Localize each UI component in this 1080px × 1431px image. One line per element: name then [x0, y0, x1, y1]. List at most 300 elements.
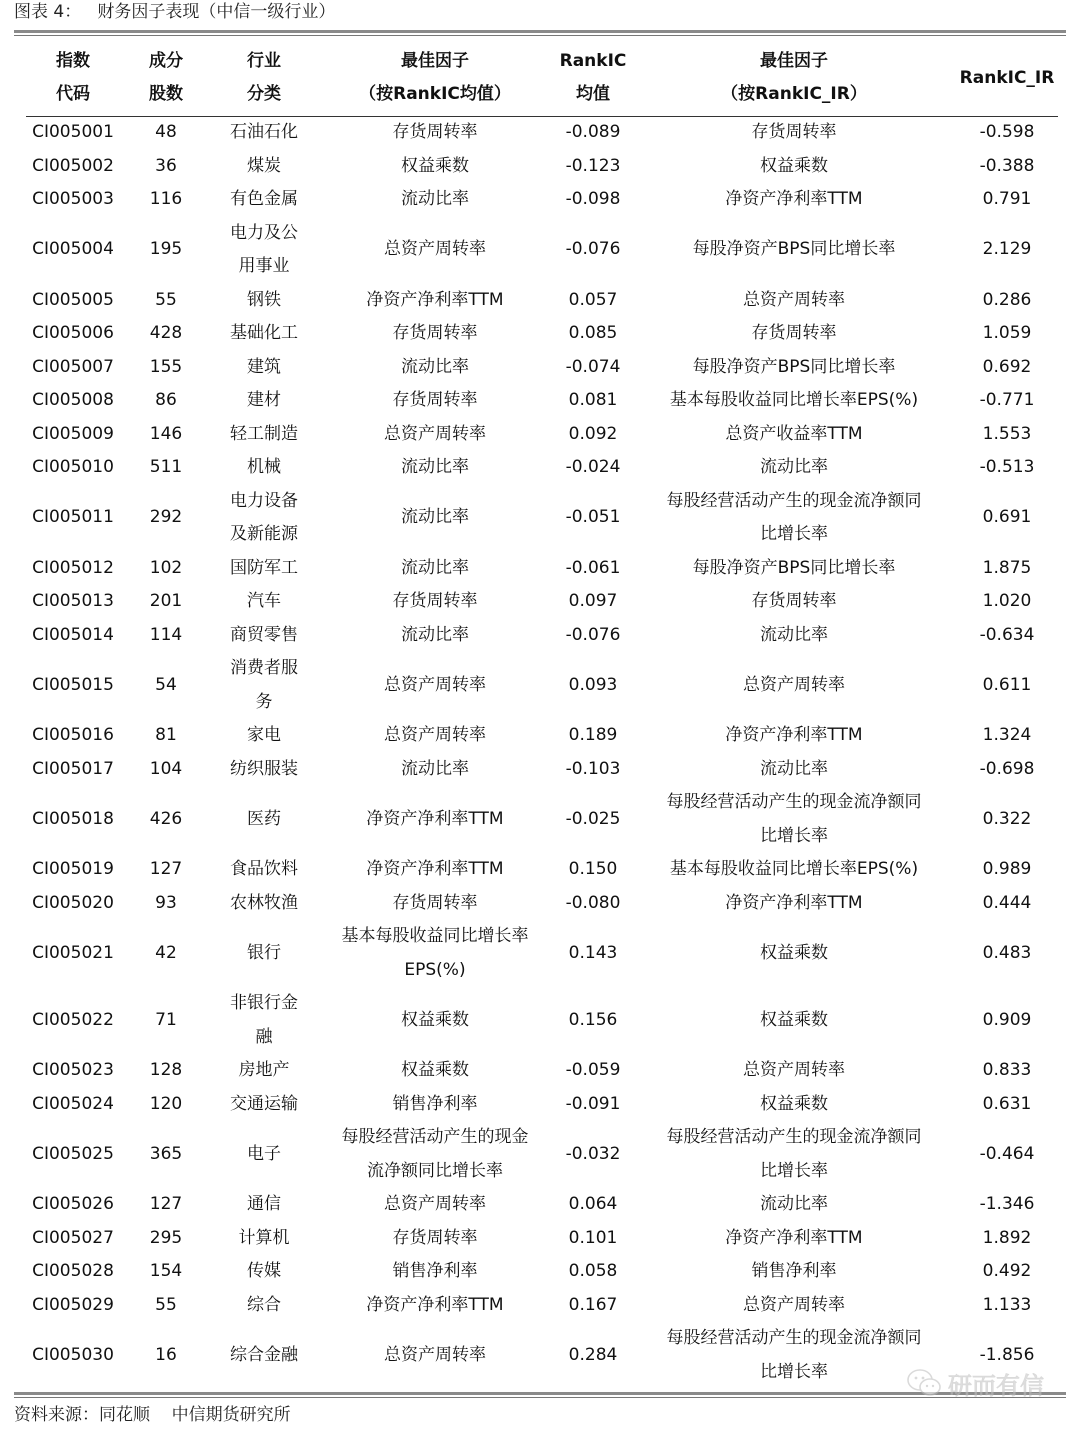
industry-cell	[212, 116, 316, 150]
rankic-ir-cell: 0.492	[982, 1261, 1032, 1281]
rankic-ir-cell: 2.129	[982, 239, 1032, 260]
rankic-ir-cell: -0.771	[979, 390, 1035, 410]
industry-cell	[212, 351, 316, 385]
industry-cell-line: 电子	[247, 1143, 281, 1164]
best-factor-ir-cell-line: 比增长率	[760, 524, 828, 544]
best-factor-ir-cell	[632, 217, 956, 284]
best-factor-mean-cell	[316, 451, 554, 485]
industry-cell-line: 电力及公	[230, 222, 298, 243]
industry-cell	[212, 853, 316, 887]
table-row	[26, 384, 1058, 418]
index-code-cell: CI005007	[32, 356, 114, 377]
industry-cell-line: 综合金融	[230, 1344, 298, 1365]
table-row	[26, 853, 1058, 887]
best-factor-mean-cell-line: 流动比率	[401, 557, 469, 578]
best-factor-mean-cell	[316, 652, 554, 719]
best-factor-mean-cell	[316, 1222, 554, 1256]
best-factor-mean-cell	[316, 1088, 554, 1122]
best-factor-ir-cell	[632, 786, 956, 853]
best-factor-ir-cell	[632, 552, 956, 586]
best-factor-ir-cell	[632, 1188, 956, 1222]
stock-count-cell: 155	[149, 356, 183, 377]
rankic-mean-cell: -0.074	[565, 356, 621, 377]
wechat-icon	[906, 1368, 942, 1398]
table-row	[26, 920, 1058, 987]
header-best-factor-mean: 最佳因子 （按RankIC均值）	[359, 51, 511, 104]
table-row	[26, 1121, 1058, 1188]
best-factor-ir-cell-line: 比增长率	[760, 825, 828, 846]
best-factor-mean-cell-line: 总资产周转率	[384, 1194, 486, 1214]
best-factor-ir-cell	[632, 150, 956, 184]
rankic-ir-cell: 0.444	[982, 892, 1032, 913]
index-code-cell: CI005006	[32, 323, 114, 343]
rankic-mean-cell: -0.080	[565, 892, 621, 913]
table-row	[26, 786, 1058, 853]
industry-cell-line: 用事业	[238, 256, 290, 276]
table-row	[26, 284, 1058, 318]
best-factor-ir-cell	[632, 351, 956, 385]
rankic-mean-cell: -0.089	[565, 122, 621, 142]
index-code-cell: CI005021	[32, 942, 114, 963]
best-factor-mean-cell	[316, 987, 554, 1054]
rankic-ir-cell: -0.634	[979, 624, 1035, 645]
best-factor-ir-cell	[632, 1054, 956, 1088]
industry-cell	[212, 619, 316, 653]
index-code-cell: CI005008	[32, 390, 114, 410]
rankic-mean-cell: -0.025	[565, 808, 621, 829]
best-factor-ir-cell-line: 总资产周转率	[743, 1294, 845, 1315]
industry-cell	[212, 150, 316, 184]
rankic-mean-cell: -0.123	[565, 155, 621, 176]
industry-cell	[212, 719, 316, 753]
rankic-mean-cell: 0.189	[568, 725, 618, 745]
industry-cell-line: 农林牧渔	[230, 892, 298, 913]
industry-cell	[212, 418, 316, 452]
best-factor-mean-cell	[316, 920, 554, 987]
best-factor-ir-cell	[632, 920, 956, 987]
stock-count-cell: 426	[149, 808, 183, 829]
best-factor-mean-cell	[316, 485, 554, 552]
table-row	[26, 887, 1058, 921]
index-code-cell: CI005026	[32, 1194, 114, 1214]
best-factor-ir-cell	[632, 317, 956, 351]
table-row	[26, 652, 1058, 719]
best-factor-ir-cell-line: 净资产净利率TTM	[725, 892, 863, 913]
index-code-cell: CI005028	[32, 1261, 114, 1281]
best-factor-mean-cell	[316, 1255, 554, 1289]
rankic-mean-cell: 0.143	[568, 942, 618, 963]
stock-count-cell: 365	[149, 1143, 183, 1164]
best-factor-ir-cell-line: 总资产周转率	[743, 289, 845, 310]
best-factor-mean-cell	[316, 619, 554, 653]
best-factor-mean-cell	[316, 552, 554, 586]
best-factor-ir-cell	[632, 1088, 956, 1122]
best-factor-ir-cell	[632, 183, 956, 217]
best-factor-ir-cell	[632, 284, 956, 318]
industry-cell-line: 传媒	[247, 1261, 281, 1281]
best-factor-ir-cell	[632, 451, 956, 485]
index-code-cell: CI005023	[32, 1060, 114, 1080]
stock-count-cell: 86	[155, 390, 177, 410]
best-factor-ir-cell-line: 每股经营活动产生的现金流净额同	[666, 1328, 922, 1348]
best-factor-ir-cell-line: 净资产净利率TTM	[725, 725, 863, 745]
best-factor-ir-cell	[632, 418, 956, 452]
table-row	[26, 451, 1058, 485]
best-factor-mean-cell	[316, 719, 554, 753]
best-factor-ir-cell-line: 流动比率	[760, 457, 828, 477]
best-factor-mean-cell-line: 流动比率	[401, 758, 469, 779]
rankic-mean-cell: -0.091	[565, 1093, 621, 1114]
stock-count-cell: 36	[155, 155, 177, 176]
best-factor-mean-cell-line: 总资产周转率	[384, 1344, 486, 1365]
industry-cell-line: 消费者服	[230, 658, 298, 678]
industry-cell	[212, 887, 316, 921]
factor-table	[26, 40, 1058, 1389]
stock-count-cell: 127	[149, 1194, 183, 1214]
rankic-mean-cell: 0.093	[568, 674, 618, 695]
best-factor-mean-cell	[316, 217, 554, 284]
best-factor-ir-cell-line: 权益乘数	[760, 155, 828, 176]
stock-count-cell: 114	[149, 624, 183, 645]
best-factor-ir-cell	[632, 987, 956, 1054]
industry-cell	[212, 451, 316, 485]
best-factor-mean-cell	[316, 887, 554, 921]
stock-count-cell: 71	[155, 1009, 177, 1030]
best-factor-ir-cell	[632, 652, 956, 719]
rankic-ir-cell: 0.631	[982, 1093, 1032, 1114]
industry-cell	[212, 284, 316, 318]
rankic-mean-cell: -0.059	[565, 1060, 621, 1080]
best-factor-ir-cell-line: 权益乘数	[760, 1093, 828, 1114]
index-code-cell: CI005012	[32, 557, 114, 578]
industry-cell-line: 医药	[247, 808, 281, 829]
industry-cell-line: 房地产	[238, 1060, 290, 1080]
index-code-cell: CI005018	[32, 808, 114, 829]
stock-count-cell: 42	[155, 942, 177, 963]
header-rankic-mean: RankIC 均值	[559, 51, 627, 104]
best-factor-ir-cell-line: 存货周转率	[751, 591, 837, 611]
industry-cell-line: 电力设备	[230, 490, 298, 511]
best-factor-mean-cell	[316, 1289, 554, 1323]
rankic-ir-cell: -1.856	[979, 1344, 1035, 1365]
rankic-mean-cell: 0.156	[568, 1009, 618, 1030]
best-factor-ir-cell	[632, 1255, 956, 1289]
best-factor-mean-cell-line: 流动比率	[401, 457, 469, 477]
best-factor-ir-cell	[632, 1222, 956, 1256]
stock-count-cell: 511	[149, 457, 183, 477]
best-factor-ir-cell-line: 比增长率	[760, 1361, 828, 1382]
industry-cell-line: 务	[255, 691, 273, 712]
best-factor-ir-cell-line: 流动比率	[760, 758, 828, 779]
index-code-cell: CI005015	[32, 674, 114, 695]
industry-cell-line: 钢铁	[247, 289, 281, 310]
rankic-ir-cell: 0.691	[982, 507, 1032, 528]
industry-cell	[212, 1289, 316, 1323]
best-factor-ir-cell-line: 权益乘数	[760, 942, 828, 963]
rankic-ir-cell: -0.698	[979, 758, 1035, 779]
best-factor-mean-cell	[316, 116, 554, 150]
header-industry: 行业 分类	[247, 51, 281, 104]
best-factor-mean-cell-line: 净资产净利率TTM	[366, 289, 504, 310]
rankic-ir-cell: 0.833	[982, 1060, 1032, 1080]
best-factor-ir-cell-line: 存货周转率	[751, 323, 837, 343]
best-factor-mean-cell-line: 总资产周转率	[384, 725, 486, 745]
index-code-cell: CI005030	[32, 1344, 114, 1365]
stock-count-cell: 116	[149, 189, 183, 209]
industry-cell-line: 石油石化	[230, 122, 298, 142]
best-factor-mean-cell	[316, 853, 554, 887]
index-code-cell: CI005005	[32, 289, 114, 310]
best-factor-ir-cell	[632, 719, 956, 753]
industry-cell-line: 煤炭	[247, 155, 281, 176]
industry-cell-line: 国防军工	[230, 557, 298, 578]
stock-count-cell: 104	[149, 758, 183, 779]
rankic-mean-cell: 0.064	[568, 1194, 618, 1214]
table-row	[26, 1088, 1058, 1122]
industry-cell-line: 及新能源	[230, 524, 298, 544]
header-rule	[26, 116, 1058, 117]
best-factor-mean-cell-line: 流净额同比增长率	[367, 1160, 503, 1181]
index-code-cell: CI005001	[32, 122, 114, 142]
industry-cell-line: 通信	[247, 1194, 281, 1214]
table-row	[26, 217, 1058, 284]
best-factor-ir-cell-line: 每股经营活动产生的现金流净额同	[666, 490, 922, 511]
rankic-ir-cell: 1.059	[982, 323, 1032, 343]
watermark	[906, 1366, 1044, 1400]
rankic-ir-cell: -0.513	[979, 457, 1035, 477]
best-factor-ir-cell-line: 每股净资产BPS同比增长率	[692, 239, 896, 260]
index-code-cell: CI005020	[32, 892, 114, 913]
best-factor-mean-cell-line: 总资产周转率	[384, 239, 486, 260]
best-factor-mean-cell	[316, 150, 554, 184]
industry-cell-line: 计算机	[238, 1227, 290, 1248]
table-row	[26, 1054, 1058, 1088]
industry-cell	[212, 753, 316, 787]
rankic-ir-cell: 0.692	[982, 356, 1032, 377]
table-row	[26, 619, 1058, 653]
best-factor-mean-cell-line: 净资产净利率TTM	[366, 1294, 504, 1315]
rankic-ir-cell: 0.989	[982, 859, 1032, 879]
best-factor-mean-cell	[316, 384, 554, 418]
best-factor-mean-cell	[316, 284, 554, 318]
top-rule-thin	[14, 35, 1066, 36]
industry-cell-line: 家电	[247, 725, 281, 745]
rankic-ir-cell: 1.020	[982, 591, 1032, 611]
index-code-cell: CI005017	[32, 758, 114, 779]
best-factor-mean-cell-line: 流动比率	[401, 507, 469, 528]
best-factor-mean-cell-line: 存货周转率	[392, 122, 478, 142]
index-code-cell: CI005019	[32, 859, 114, 879]
industry-cell-line: 交通运输	[230, 1093, 298, 1114]
best-factor-ir-cell	[632, 116, 956, 150]
rankic-mean-cell: 0.284	[568, 1344, 618, 1365]
best-factor-mean-cell	[316, 183, 554, 217]
header-best-factor-ir: 最佳因子 （按RankIC_IR）	[721, 51, 867, 104]
industry-cell	[212, 552, 316, 586]
industry-cell-line: 综合	[247, 1294, 281, 1315]
rankic-ir-cell: -0.464	[979, 1143, 1035, 1164]
best-factor-mean-cell-line: 净资产净利率TTM	[366, 859, 504, 879]
index-code-cell: CI005027	[32, 1227, 114, 1248]
stock-count-cell: 120	[149, 1093, 183, 1114]
index-code-cell: CI005013	[32, 591, 114, 611]
best-factor-ir-cell-line: 每股净资产BPS同比增长率	[692, 356, 896, 377]
best-factor-mean-cell-line: 销售净利率	[392, 1093, 478, 1114]
best-factor-mean-cell-line: 存货周转率	[392, 892, 478, 913]
rankic-ir-cell: -0.598	[979, 122, 1035, 142]
industry-cell	[212, 1322, 316, 1389]
best-factor-mean-cell-line: 存货周转率	[392, 591, 478, 611]
best-factor-mean-cell	[316, 1188, 554, 1222]
best-factor-mean-cell-line: 流动比率	[401, 624, 469, 645]
best-factor-mean-cell-line: 总资产周转率	[384, 674, 486, 695]
best-factor-ir-cell-line: 存货周转率	[751, 122, 837, 142]
table-row	[26, 150, 1058, 184]
stock-count-cell: 127	[149, 859, 183, 879]
industry-cell	[212, 1121, 316, 1188]
industry-cell-line: 融	[255, 1026, 273, 1047]
best-factor-ir-cell	[632, 384, 956, 418]
best-factor-mean-cell	[316, 786, 554, 853]
industry-cell	[212, 1054, 316, 1088]
industry-cell-line: 机械	[247, 457, 281, 477]
rankic-ir-cell: 0.483	[982, 942, 1032, 963]
best-factor-ir-cell-line: 总资产周转率	[743, 1060, 845, 1080]
best-factor-ir-cell	[632, 753, 956, 787]
table-body	[26, 116, 1058, 1389]
stock-count-cell: 201	[149, 591, 183, 611]
rankic-ir-cell: 1.892	[982, 1227, 1032, 1248]
industry-cell-line: 建材	[247, 390, 281, 410]
industry-cell-line: 商贸零售	[230, 624, 298, 645]
stock-count-cell: 55	[155, 1294, 177, 1315]
stock-count-cell: 292	[149, 507, 183, 528]
rankic-ir-cell: -0.388	[979, 155, 1035, 176]
best-factor-mean-cell-line: 每股经营活动产生的现金	[341, 1127, 529, 1147]
industry-cell	[212, 920, 316, 987]
rankic-mean-cell: 0.167	[568, 1294, 618, 1315]
industry-cell	[212, 585, 316, 619]
industry-cell-line: 建筑	[247, 356, 281, 377]
best-factor-ir-cell-line: 权益乘数	[760, 1009, 828, 1030]
best-factor-mean-cell-line: 存货周转率	[392, 323, 478, 343]
index-code-cell: CI005025	[32, 1143, 114, 1164]
rankic-ir-cell: 0.791	[982, 189, 1032, 209]
rankic-mean-cell: -0.103	[565, 758, 621, 779]
best-factor-ir-cell	[632, 585, 956, 619]
stock-count-cell: 428	[149, 323, 183, 343]
index-code-cell: CI005016	[32, 725, 114, 745]
best-factor-mean-cell-line: 流动比率	[401, 189, 469, 209]
best-factor-mean-cell	[316, 1121, 554, 1188]
stock-count-cell: 16	[155, 1344, 177, 1365]
rankic-ir-cell: 0.909	[982, 1009, 1032, 1030]
stock-count-cell: 154	[149, 1261, 183, 1281]
table-row	[26, 418, 1058, 452]
industry-cell-line: 纺织服装	[230, 758, 298, 779]
rankic-mean-cell: -0.061	[565, 557, 621, 578]
table-row	[26, 183, 1058, 217]
table-header	[26, 40, 1058, 116]
rankic-ir-cell: 1.133	[982, 1294, 1032, 1315]
industry-cell-line: 有色金属	[230, 189, 298, 209]
best-factor-mean-cell-line: 总资产周转率	[384, 423, 486, 444]
table-row	[26, 719, 1058, 753]
table-row	[26, 585, 1058, 619]
table-row	[26, 1322, 1058, 1389]
best-factor-ir-cell-line: 每股净资产BPS同比增长率	[692, 557, 896, 578]
header-index-code: 指数 代码	[56, 51, 90, 104]
best-factor-mean-cell-line: EPS(%)	[404, 959, 466, 980]
header-rankic-ir: RankIC_IR	[959, 67, 1055, 88]
best-factor-ir-cell-line: 比增长率	[760, 1160, 828, 1181]
best-factor-ir-cell	[632, 485, 956, 552]
best-factor-mean-cell-line: 净资产净利率TTM	[366, 808, 504, 829]
figure-title: 图表 4： 财务因子表现（中信一级行业）	[14, 2, 336, 22]
best-factor-ir-cell	[632, 853, 956, 887]
best-factor-mean-cell-line: 权益乘数	[401, 155, 469, 176]
best-factor-ir-cell-line: 每股经营活动产生的现金流净额同	[666, 1127, 922, 1147]
rankic-mean-cell: 0.101	[568, 1227, 618, 1248]
best-factor-ir-cell-line: 每股经营活动产生的现金流净额同	[666, 792, 922, 812]
rankic-ir-cell: -1.346	[979, 1194, 1035, 1214]
table-row	[26, 1289, 1058, 1323]
table-row	[26, 485, 1058, 552]
stock-count-cell: 48	[155, 122, 177, 142]
best-factor-mean-cell	[316, 585, 554, 619]
rankic-mean-cell: 0.150	[568, 859, 618, 879]
best-factor-ir-cell	[632, 1289, 956, 1323]
rankic-mean-cell: 0.092	[568, 423, 618, 444]
table-row	[26, 1188, 1058, 1222]
industry-cell	[212, 1222, 316, 1256]
industry-cell	[212, 217, 316, 284]
stock-count-cell: 195	[149, 239, 183, 260]
source-note: 资料来源：同花顺 中信期货研究所	[14, 1405, 291, 1425]
industry-cell	[212, 1255, 316, 1289]
industry-cell	[212, 183, 316, 217]
industry-cell-line: 轻工制造	[230, 423, 298, 444]
table-row	[26, 116, 1058, 150]
industry-cell	[212, 317, 316, 351]
rankic-ir-cell: 1.553	[982, 423, 1032, 444]
stock-count-cell: 102	[149, 557, 183, 578]
industry-cell	[212, 987, 316, 1054]
watermark-text: 研而有信	[948, 1371, 1044, 1400]
best-factor-ir-cell-line: 流动比率	[760, 1194, 828, 1214]
best-factor-ir-cell-line: 总资产周转率	[743, 674, 845, 695]
best-factor-mean-cell	[316, 351, 554, 385]
best-factor-ir-cell-line: 净资产净利率TTM	[725, 1227, 863, 1248]
best-factor-mean-cell-line: 基本每股收益同比增长率	[341, 926, 529, 946]
rankic-mean-cell: -0.076	[565, 239, 621, 260]
best-factor-mean-cell	[316, 1322, 554, 1389]
stock-count-cell: 146	[149, 423, 183, 444]
table-row	[26, 552, 1058, 586]
industry-cell-line: 银行	[247, 942, 281, 963]
rankic-mean-cell: 0.058	[568, 1261, 618, 1281]
rankic-mean-cell: 0.057	[568, 289, 618, 310]
best-factor-ir-cell	[632, 1121, 956, 1188]
index-code-cell: CI005002	[32, 155, 114, 176]
industry-cell-line: 非银行金	[230, 993, 298, 1013]
index-code-cell: CI005004	[32, 239, 114, 260]
rankic-mean-cell: -0.076	[565, 624, 621, 645]
best-factor-mean-cell	[316, 317, 554, 351]
index-code-cell: CI005010	[32, 457, 114, 477]
best-factor-ir-cell-line: 基本每股收益同比增长率EPS(%)	[669, 390, 919, 410]
table-row	[26, 987, 1058, 1054]
